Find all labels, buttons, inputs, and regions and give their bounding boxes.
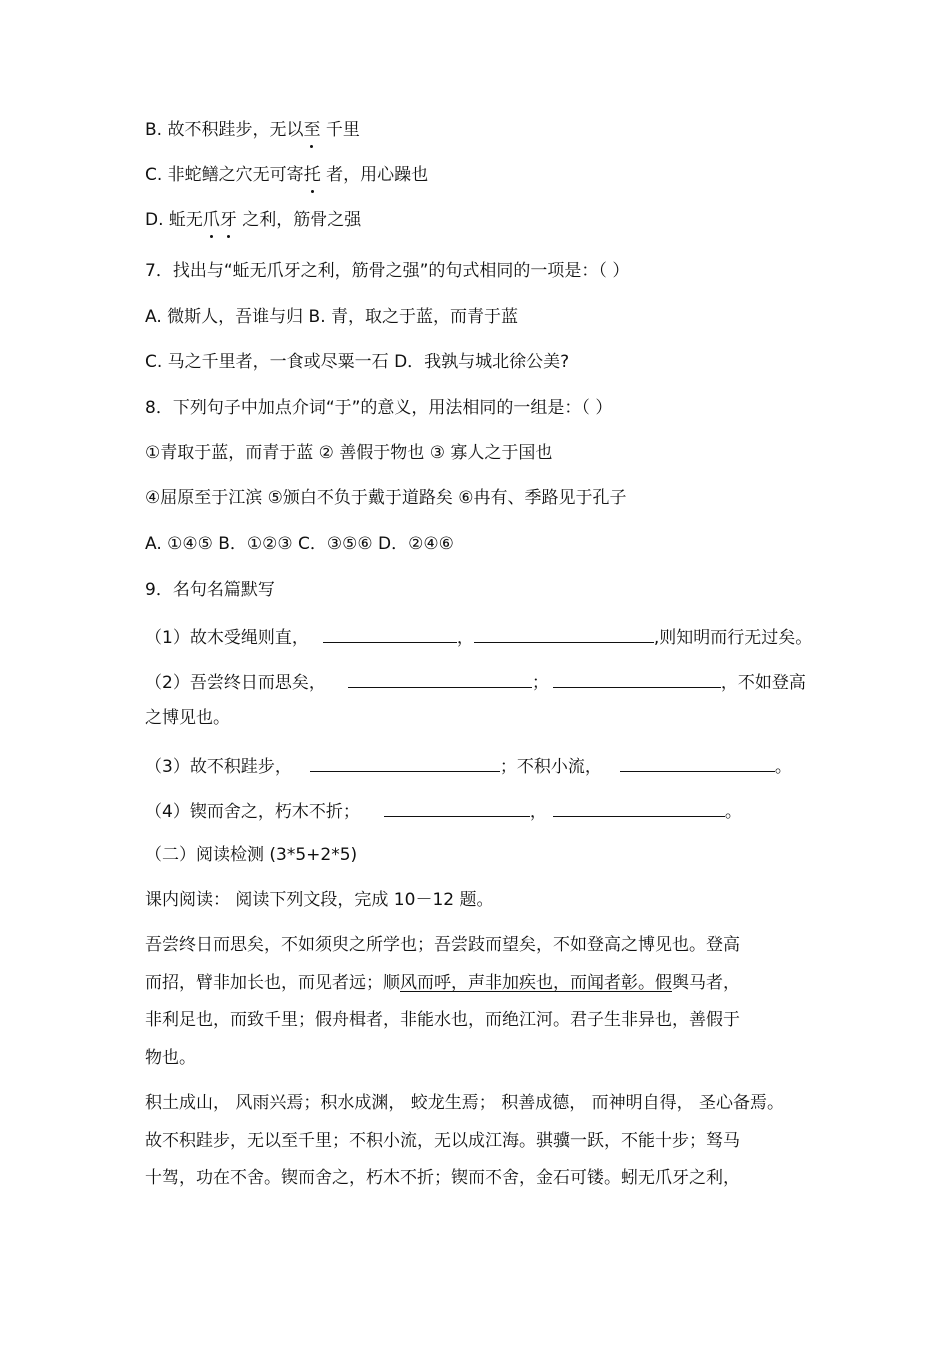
q6-option-b-pre: B. 故不积跬步，无以	[145, 120, 304, 140]
q9-item-2-continued: 之博见也。	[145, 708, 230, 728]
passage-line-2	[145, 971, 740, 995]
q6-option-d-post: 之利，筋骨之强	[236, 210, 362, 230]
q9-item-3-pre: （3）故不积跬步，	[145, 757, 292, 777]
section-2-intro: 课内阅读： 阅读下列文段，完成 10－12 题。	[145, 890, 494, 910]
q8-sentences-row1: ①青取于蓝，而青于蓝 ② 善假于物也 ③ 寡人之于国也	[145, 443, 553, 463]
q9-item-4-post: 。	[724, 802, 742, 822]
q9-item-1	[145, 624, 812, 650]
q9-item-2	[145, 669, 806, 695]
q9-item-3	[145, 753, 792, 779]
passage-line-1: 吾尝终日而思矣，不如须臾之所学也；吾尝跂而望矣，不如登高之博见也。登高	[145, 935, 740, 955]
q6-option-c-dotted-char: 托	[303, 165, 321, 185]
q9-item-4-pre: （4）锲而舍之，朽木不折；	[145, 802, 360, 822]
passage-underlined-char: 假	[655, 973, 672, 993]
q9-item-1-post: ,则知明而行无过矣。	[653, 628, 813, 648]
q9-stem: 9．名句名篇默写	[145, 580, 275, 600]
q9-item-3-post: 。	[774, 757, 792, 777]
q9-item-2-pre: （2）吾尝终日而思矣，	[145, 673, 326, 693]
q8-sentences-row2: ④屈原至于江滨 ⑤颁白不负于戴于道路矣 ⑥冉有、季路见于孔子	[145, 488, 627, 508]
q6-option-d-dotted-char-2: 牙	[219, 210, 237, 230]
q7-stem: 7．找出与“蚯无爪牙之利，筋骨之强”的句式相同的一项是：（ ）	[145, 261, 630, 281]
q6-option-d	[145, 208, 361, 232]
passage-p2-line-2: 故不积跬步，无以至千里；不积小流，无以成江海。骐骥一跃，不能十步；驽马	[145, 1131, 740, 1151]
passage-line-2-pre: 而招，臂非加长也，而见者远；顺	[145, 973, 400, 993]
q6-option-c-pre: C. 非蛇鳝之穴无可寄	[145, 165, 304, 185]
q9-item-2-blank-b[interactable]	[553, 669, 721, 688]
q6-option-b-dotted-char: 至	[303, 120, 321, 140]
q9-item-1-pre: （1）故木受绳则直，	[145, 628, 309, 648]
passage-p2-line-1: 积土成山， 风雨兴焉；积水成渊， 蛟龙生焉； 积善成德， 而神明自得， 圣心备焉。	[145, 1093, 785, 1113]
q9-item-3-mid: ；不积小流，	[499, 757, 602, 777]
q9-item-1-blank-a[interactable]	[323, 624, 457, 643]
q9-item-2-mid: ；	[531, 673, 549, 693]
q8-stem: 8．下列句子中加点介词“于”的意义，用法相同的一组是：（ ）	[145, 398, 613, 418]
q6-option-c	[145, 163, 428, 187]
q7-options-cd: C. 马之千里者，一食或尽粟一石 D．我孰与城北徐公美?	[145, 352, 570, 372]
passage-line-3: 非利足也，而致千里；假舟楫者，非能水也，而绝江河。君子生非异也，善假于	[145, 1010, 740, 1030]
passage-line-4: 物也。	[145, 1048, 196, 1068]
passage-p2-line-3: 十驾，功在不舍。锲而舍之，朽木不折；锲而不舍，金石可镂。蚓无爪牙之利，	[145, 1168, 740, 1188]
q9-item-4-mid: ，	[529, 802, 547, 822]
q6-option-b-post: 千里	[320, 120, 360, 140]
q9-item-2-blank-a[interactable]	[348, 669, 532, 688]
q9-item-1-blank-b[interactable]	[474, 624, 654, 643]
q6-option-d-pre: D. 蚯无	[145, 210, 203, 230]
q8-options: A. ①④⑤ B．①②③ C．③⑤⑥ D．②④⑥	[145, 534, 454, 554]
passage-underlined-sentence: 风而呼，声非加疾也，而闻者彰。	[400, 973, 655, 993]
q6-option-d-dotted-char-1: 爪	[202, 210, 220, 230]
q9-item-3-blank-b[interactable]	[620, 753, 775, 772]
q6-option-b	[145, 118, 360, 142]
q9-item-2-post: ，不如登高	[720, 673, 806, 693]
q7-options-ab: A. 微斯人，吾谁与归 B. 青，取之于蓝，而青于蓝	[145, 307, 519, 327]
q9-item-4-blank-b[interactable]	[553, 798, 725, 817]
q9-item-1-mid: ，	[456, 628, 474, 648]
q9-item-3-blank-a[interactable]	[310, 753, 500, 772]
q6-option-c-post: 者，用心躁也	[320, 165, 429, 185]
passage-line-2-post: 舆马者，	[672, 973, 740, 993]
q9-item-4	[145, 798, 742, 824]
q9-item-4-blank-a[interactable]	[384, 798, 530, 817]
section-2-title: （二）阅读检测 (3*5+2*5)	[145, 845, 358, 865]
